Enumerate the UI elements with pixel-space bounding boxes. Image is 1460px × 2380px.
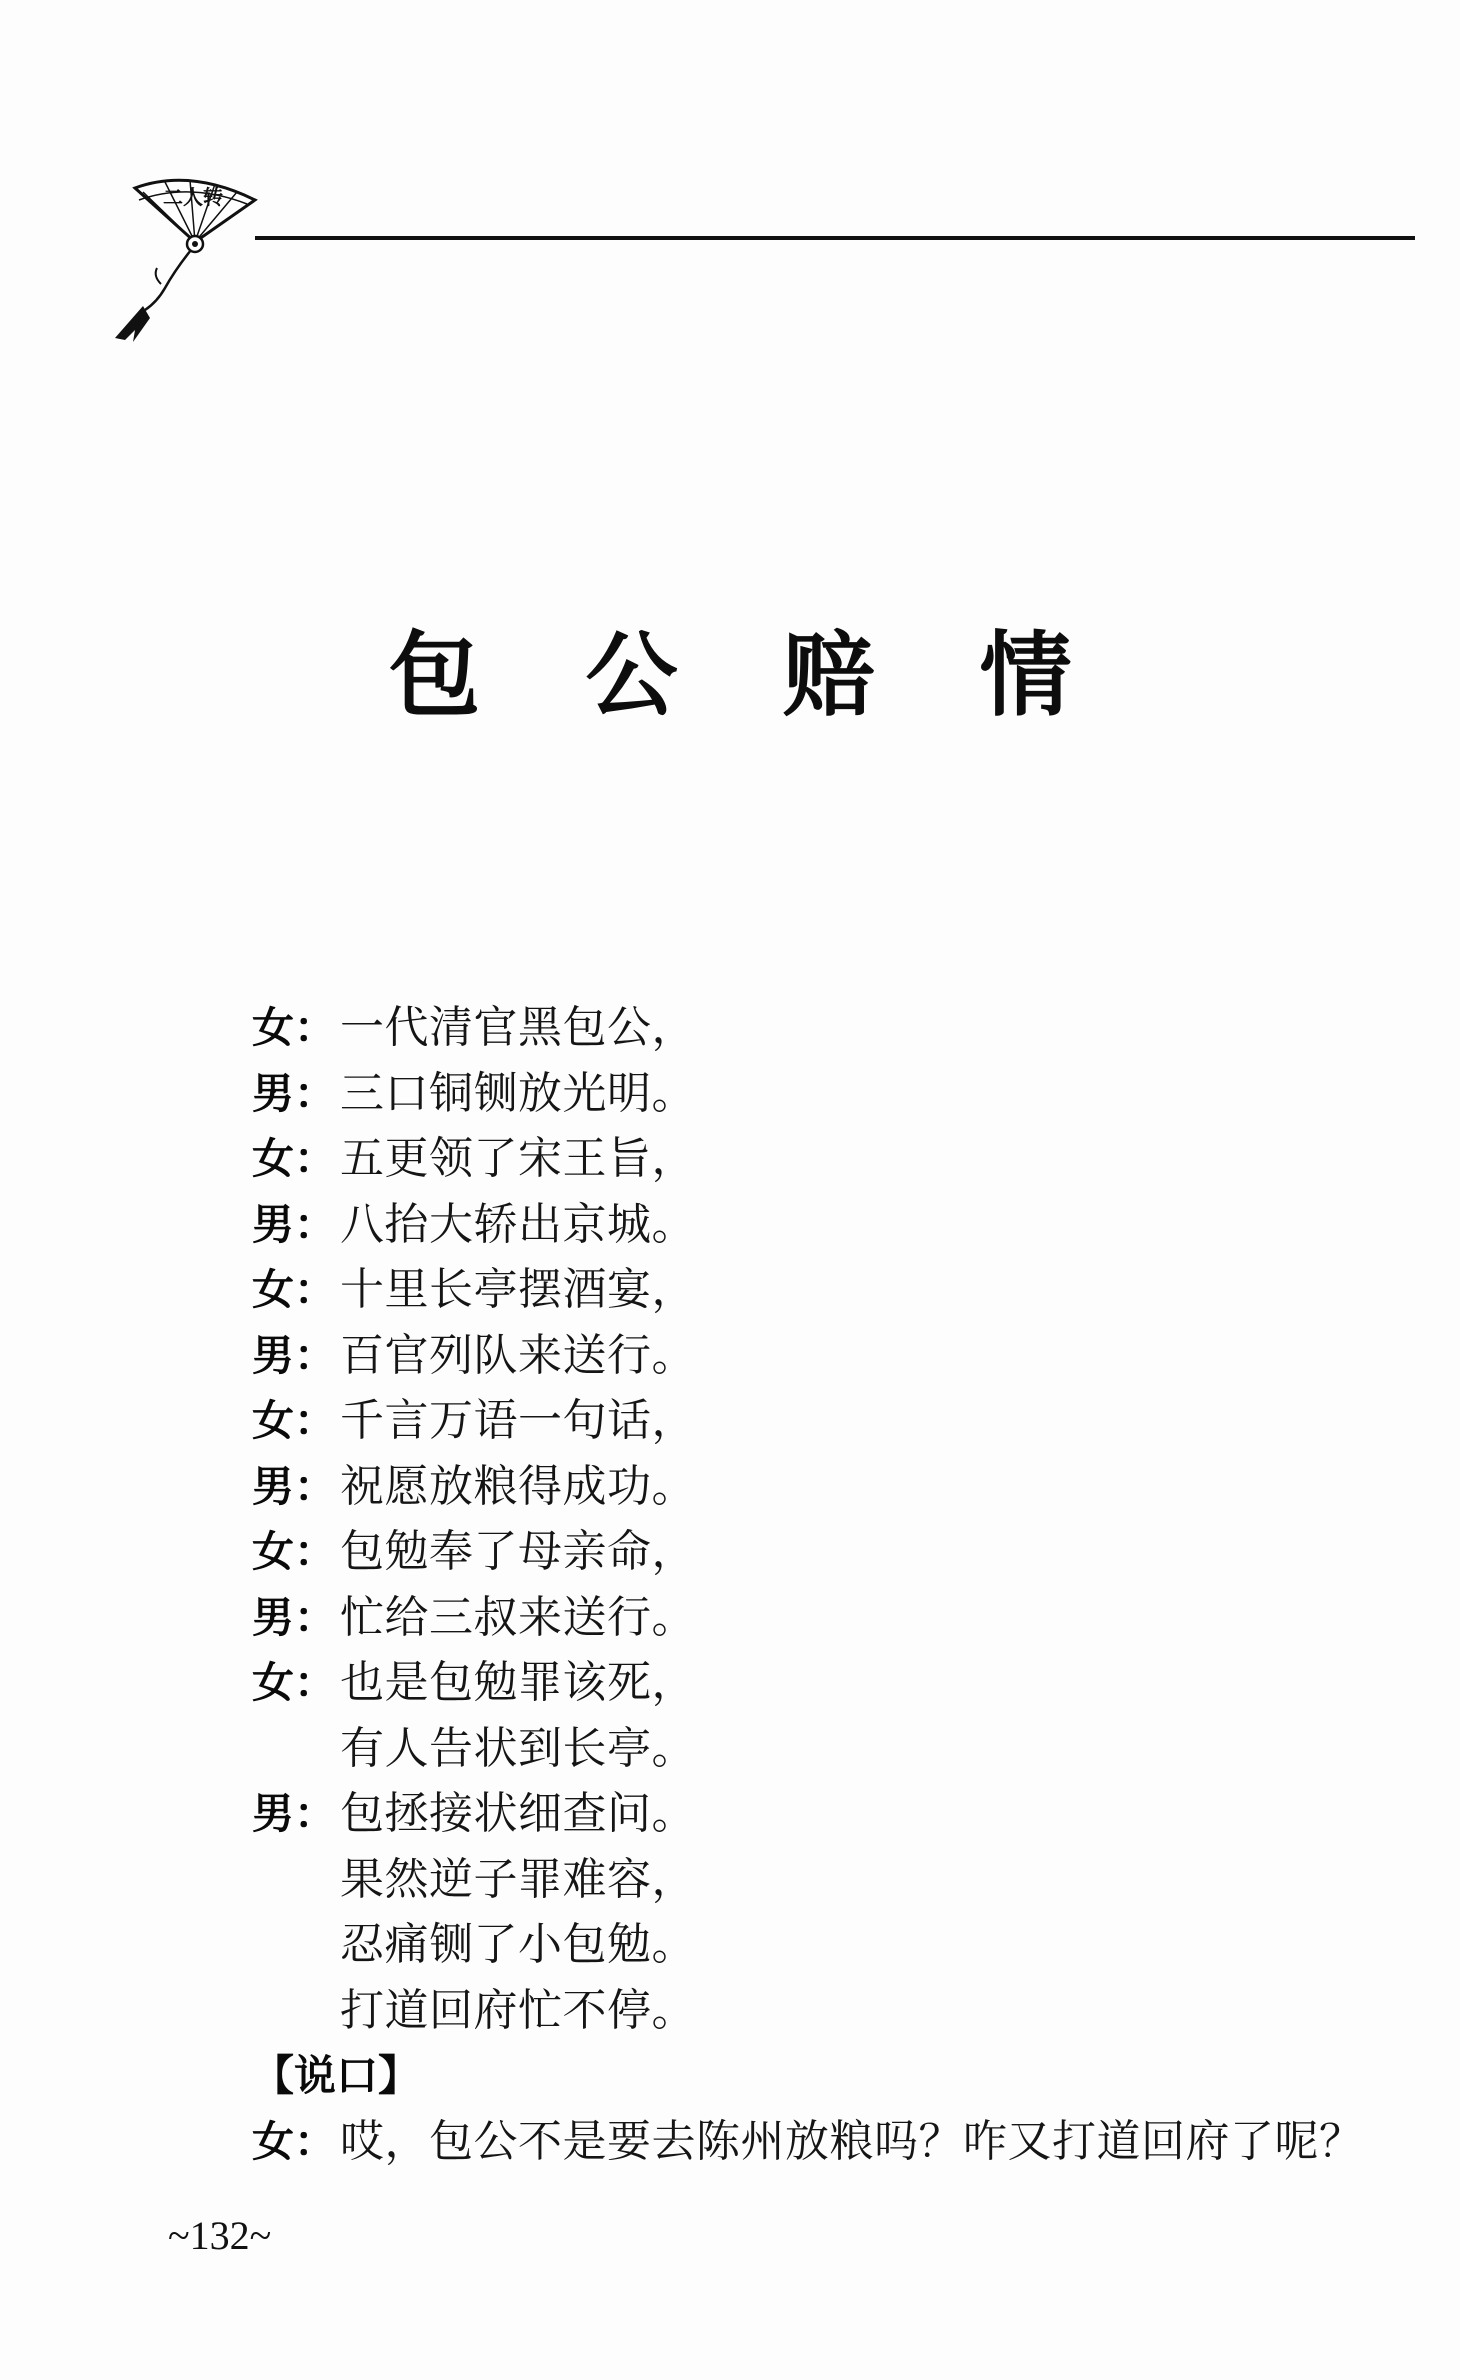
verse-text: 八抬大轿出京城。: [340, 1198, 696, 1250]
page-number: ~132~: [168, 2213, 272, 2258]
dialogue-line: [252, 2109, 1402, 2175]
title-char: 包: [388, 622, 481, 729]
verse-text: 百官列队来送行。: [340, 1329, 696, 1381]
verse-line: [252, 1061, 1402, 1127]
verse-line: [252, 995, 1402, 1061]
verse-text: 一代清官黑包公，: [340, 1002, 696, 1053]
verse-line: [252, 1847, 1402, 1913]
verse-line: [252, 1519, 1402, 1585]
speaker-label: 女：: [252, 1658, 337, 1707]
verse-line: [252, 1323, 1402, 1389]
speaker-label: 男：: [252, 1330, 337, 1380]
dialogue-text: 哎，包公不是要去陈州放粮吗？咋又打道回府了呢？: [340, 2115, 1364, 2167]
speaker-label: 男：: [252, 1789, 337, 1838]
verse-text: 祝愿放粮得成功。: [340, 1460, 696, 1512]
verse-text: 果然逆子罪难容，: [340, 1853, 696, 1905]
title-char: 公: [585, 622, 678, 729]
verse-line: [252, 1585, 1402, 1651]
verse-line: [252, 1978, 1402, 2044]
verse-text: 三口铜铡放光明。: [340, 1067, 696, 1119]
verse-line: [252, 1388, 1402, 1454]
fan-ornament-icon: [95, 170, 275, 350]
speaker-label: 女：: [252, 1134, 337, 1183]
title-char: 情: [979, 622, 1072, 729]
speaker-label: 女：: [252, 2116, 337, 2166]
verse-text: 包勉奉了母亲命，: [340, 1526, 696, 1577]
speaker-label: 男：: [252, 1068, 337, 1118]
svg-text:二人转: 二人转: [163, 185, 223, 209]
verse-text: 忙给三叔来送行。: [340, 1591, 696, 1643]
speaker-label: 男：: [252, 1199, 337, 1249]
speaker-label: 男：: [252, 1461, 337, 1511]
verse-text: 打道回府忙不停。: [340, 1984, 696, 2036]
verse-line: [252, 1912, 1402, 1978]
page-title: [0, 622, 1460, 729]
verse-text: 包拯接状细查问。: [340, 1788, 696, 1839]
verse-text: 千言万语一句话，: [340, 1395, 696, 1446]
verse-line: [252, 1257, 1402, 1323]
verse-body: [252, 995, 1402, 2174]
title-char: 赔: [782, 622, 875, 729]
verse-text: 有人告状到长亭。: [340, 1722, 696, 1774]
speaker-label: 男：: [252, 1592, 337, 1642]
verse-text: 也是包勉罪该死，: [340, 1657, 696, 1708]
section-heading: 【说口】: [252, 2051, 421, 2100]
verse-text: 五更领了宋王旨，: [340, 1133, 696, 1184]
verse-line: [252, 1454, 1402, 1520]
speaker-label: 女：: [252, 1265, 337, 1314]
speaker-label: 女：: [252, 1003, 337, 1052]
verse-line: [252, 1716, 1402, 1782]
verse-line: [252, 1781, 1402, 1847]
verse-line: [252, 1126, 1402, 1192]
verse-line: [252, 1192, 1402, 1258]
speaker-label: 女：: [252, 1396, 337, 1445]
speaker-label: 女：: [252, 1527, 337, 1576]
verse-text: 忍痛铡了小包勉。: [340, 1919, 696, 1970]
header-divider: [255, 236, 1415, 240]
verse-text: 十里长亭摆酒宴，: [340, 1264, 696, 1315]
verse-line: [252, 1650, 1402, 1716]
